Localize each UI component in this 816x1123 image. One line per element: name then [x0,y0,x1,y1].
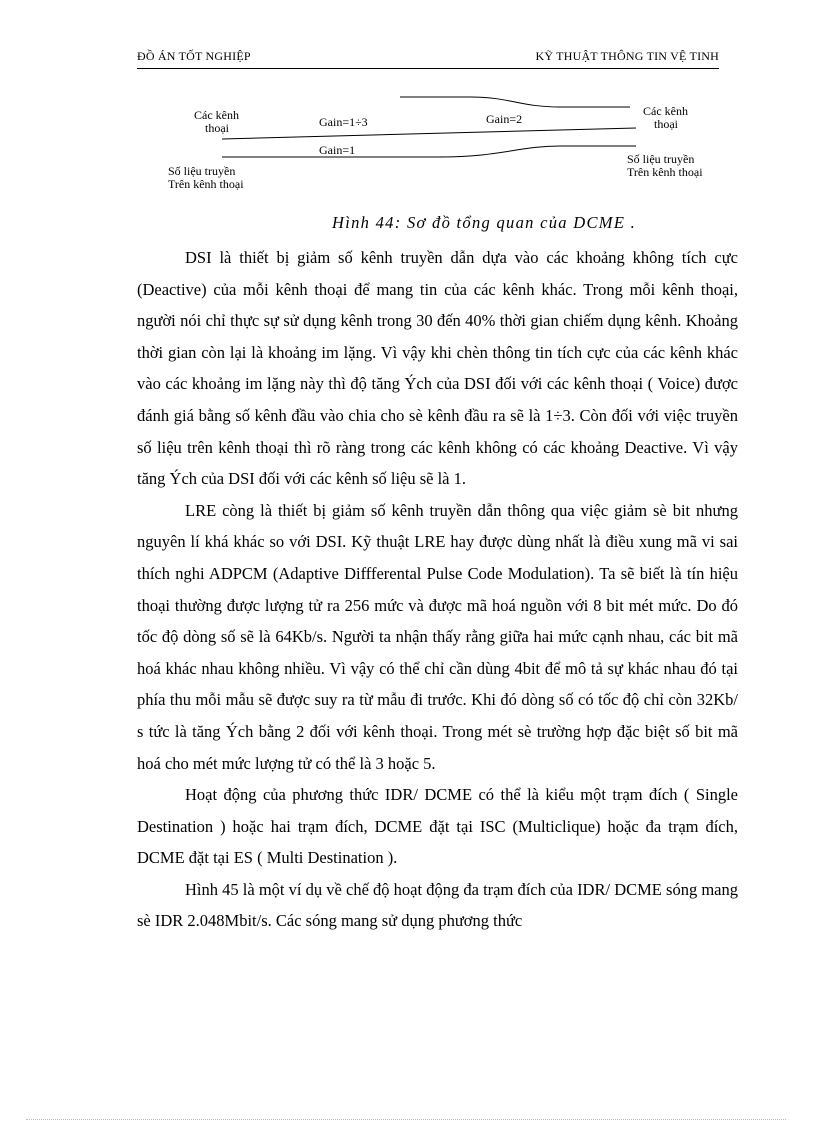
header-divider [137,68,719,69]
diagram-gain-right: Gain=2 [486,112,523,126]
header-left-title: ĐỒ ÁN TỐT NGHIỆP [137,49,251,63]
paragraph-figure-45: Hình 45 là một ví dụ về chế độ hoạt động đa trạm đích của IDR/ DCME sóng mang sè IDR 2.048Mbit/s. Các sóng mang sử dụng phương thức [137,879,738,931]
footer-divider [26,1119,786,1120]
header-right-title: KỸ THUẬT THÔNG TIN VỆ TINH [535,49,719,63]
diagram-gain-lower: Gain=1 [319,143,356,157]
paragraph-idr-dcme: Hoạt động của phương thức IDR/ DCME có thể là kiểu một trạm đích ( Single Destination ) hoặc hai trạm đích, DCME đặt tại ISC (Multiclique) hoặc đa trạm đích, DCME đặt tại ES ( Multi Destination ). [137,785,738,868]
paragraph-dsi: DSI là thiết bị giảm số kênh truyền dẫn dựa vào các khoảng không tích cực (Deactive) của mỗi kênh thoại để mang tin của các kênh khác. Trong mỗi kênh thoại, người nói chỉ thực sự sử dụng kênh trong 30 đến 40% thời gian chiếm dụng kênh. Khoảng thời gian còn lại là khoảng im lặng. Vì vậy khi chèn thông tin tích cực của các kênh khác vào các khoảng im lặng này thì độ tăng Ých của DSI đối với các kênh thoại ( Voice) được đánh giá bằng số kênh đầu vào chia cho sè kênh đầu ra sẽ là 1÷3. Còn đối với việc truyền số liệu trên kênh thoại thì rõ ràng trong các kênh không có các khoảng Deactive. Vì vậy tăng Ých của DSI đối với các kênh số liệu sẽ là 1. [137,248,738,489]
diagram-top-line [400,97,630,107]
diagram-left-bottom-label-1: Số liệu truyền [168,164,236,178]
diagram-upper-middle-line [222,128,636,139]
diagram-right-bottom-label-2: Trên kênh thoại [627,165,703,179]
dcme-diagram [0,80,816,200]
paragraph-lre: LRE còng là thiết bị giảm số kênh truyền dẫn thông qua việc giảm sè bit nhưng nguyên lí khá khác so với DSI. Kỹ thuật LRE hay được dùng nhất là điều xung mã vi sai thích nghi ADPCM (Adaptive Diffferental Pulse Code Modulation). Ta sẽ biết là tín hiệu thoại thường được lượng tử ra 256 mức và được mã hoá nguồn với 8 bit mét mức. Do đó tốc độ dòng số sẽ là 64Kb/s. Người ta nhận thấy rằng giữa hai mức cạnh nhau, các bit mã hoá khác nhau không nhiều. Vì vậy có thể chỉ cần dùng 4bit để mô tả sự khác nhau đó tại phía thu mỗi mẫu sẽ được suy ra từ mẫu đi trước. Khi đó dòng số có tốc độ chỉ còn 32Kb/ s tức là tăng Ých bằng 2 đối với kênh thoại. Trong mét sè trường hợp đặc biệt số bit mã hoá cho mét mức lượng tử có thể là 3 hoặc 5. [137,500,738,773]
diagram-left-top-label-2: thoại [205,121,229,135]
diagram-left-bottom-label-2: Trên kênh thoại [168,177,244,191]
diagram-right-bottom-label-1: Số liệu truyền [627,152,695,166]
diagram-right-top-label-2: thoại [654,117,678,131]
diagram-lower-line [222,146,636,157]
body-text [137,242,738,937]
diagram-gain-upper: Gain=1÷3 [319,115,368,129]
diagram-right-top-label-1: Các kênh [643,104,688,118]
diagram-left-top-label-1: Các kênh [194,108,239,122]
figure-caption: Hình 44: Sơ đồ tổng quan của DCME . [332,213,637,232]
